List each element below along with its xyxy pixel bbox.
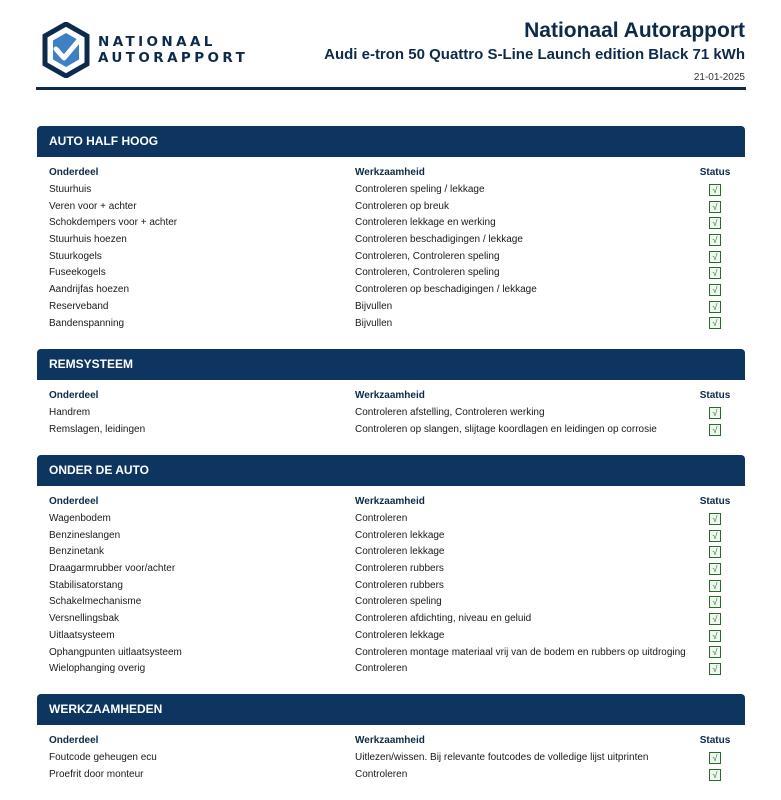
task-description: Controleren op breuk [355,200,449,212]
logo-wordmark [98,34,248,66]
section-rows [37,405,745,438]
table-row [37,249,745,266]
section-title: WERKZAAMHEDEN [37,694,745,725]
checkmark-icon: √ [709,234,721,246]
part-name: Veren voor + achter [49,200,137,212]
part-name: Aandrijfas hoezen [49,284,130,296]
table-row [37,767,745,784]
status-cell [693,215,737,231]
logo [42,22,249,78]
col-header-task: Werkzaamheid [355,167,425,178]
status-cell [693,767,737,783]
part-name: Schokdempers voor + achter [49,217,178,229]
checkmark-icon: √ [709,407,721,419]
task-description: Controleren op slangen, slijtage koordlagen en leidingen op corrosie [355,423,657,435]
table-row [37,628,745,645]
status-cell [693,299,737,315]
section-rows [37,750,745,783]
status-cell [693,661,737,677]
task-description: Controleren, Controleren speling [355,250,500,262]
hexagon-check-icon [42,22,90,78]
section-werkzaamheden [37,694,745,783]
section-title: REMSYSTEEM [37,349,745,380]
column-headers [37,165,745,182]
part-name: Proefrit door monteur [49,768,144,780]
section-onder-de-auto [37,455,745,678]
table-row [37,215,745,232]
status-cell [693,578,737,594]
checkmark-icon: √ [709,563,721,575]
part-name: Stuurkogels [49,250,102,262]
status-cell [693,611,737,627]
col-header-part: Onderdeel [49,735,99,746]
status-cell [693,544,737,560]
status-cell [693,265,737,281]
section-title: ONDER DE AUTO [37,455,745,486]
part-name: Uitlaatsysteem [49,629,115,641]
checkmark-icon: √ [709,530,721,542]
checkmark-icon: √ [709,769,721,781]
col-header-part: Onderdeel [49,167,99,178]
task-description: Controleren lekkage [355,546,445,558]
task-description: Controleren speling / lekkage [355,184,485,195]
checkmark-icon: √ [709,663,721,675]
status-cell [693,282,737,298]
part-name: Remslagen, leidingen [49,423,146,435]
col-header-status: Status [699,496,731,507]
table-row [37,316,745,333]
task-description: Controleren montage materiaal vrij van de bodem en rubbers op uitdroging [355,646,686,658]
status-cell [693,528,737,544]
status-cell [693,645,737,661]
part-name: Benzineslangen [49,529,121,541]
table-row [37,578,745,595]
part-name: Versnellingsbak [49,613,120,625]
checkmark-icon: √ [709,317,721,329]
task-description: Controleren beschadigingen / lekkage [355,234,523,246]
table-row [37,299,745,316]
part-name: Schakelmechanisme [49,596,142,608]
report-date: 21-01-2025 [693,72,745,83]
section-auto-half-hoog [37,126,745,332]
part-name: Fuseekogels [49,267,106,279]
task-description: Controleren afdichting, niveau en geluid [355,613,532,625]
status-cell [693,199,737,215]
col-header-status: Status [699,167,731,178]
task-description: Controleren rubbers [355,579,444,591]
col-header-status: Status [699,735,731,746]
part-name: Draagarmrubber voor/achter [49,563,176,575]
column-headers [37,733,745,750]
checkmark-icon: √ [709,217,721,229]
title-block [324,18,745,85]
section-rows [37,182,745,332]
table-row [37,405,745,422]
task-description: Controleren speling [355,596,442,608]
table-row [37,561,745,578]
table-row [37,661,745,678]
table-row [37,182,745,199]
task-description: Controleren lekkage [355,529,445,541]
task-description: Controleren [355,768,408,780]
col-header-task: Werkzaamheid [355,496,425,507]
table-row [37,645,745,662]
col-header-part: Onderdeel [49,496,99,507]
section-rows [37,511,745,678]
status-cell [693,561,737,577]
part-name: Bandenspanning [49,317,125,329]
checkmark-icon: √ [709,646,721,658]
part-name: Foutcode geheugen ecu [49,752,157,763]
task-description: Controleren lekkage en werking [355,217,496,229]
checkmark-icon: √ [709,613,721,625]
status-cell [693,422,737,438]
checkmark-icon: √ [709,752,721,764]
table-row [37,594,745,611]
status-cell [693,628,737,644]
checkmark-icon: √ [709,267,721,279]
task-description: Uitlezen/wissen. Bij relevante foutcodes de volledige lijst uitprinten [355,752,649,763]
checkmark-icon: √ [709,424,721,436]
col-header-task: Werkzaamheid [355,735,425,746]
task-description: Bijvullen [355,317,393,329]
status-cell [693,316,737,332]
table-row [37,544,745,561]
table-row [37,422,745,439]
part-name: Stuurhuis [49,184,92,195]
part-name: Handrem [49,407,91,418]
part-name: Wielophanging overig [49,663,146,675]
section-title: AUTO HALF HOOG [37,126,745,157]
status-cell [693,249,737,265]
task-description: Bijvullen [355,300,393,312]
checkmark-icon: √ [709,596,721,608]
logo-line-2: AUTORAPPORT [98,50,249,66]
col-header-task: Werkzaamheid [355,390,425,401]
table-row [37,611,745,628]
checkmark-icon: √ [709,546,721,558]
part-name: Ophangpunten uitlaatsysteem [49,646,182,658]
table-row [37,265,745,282]
task-description: Controleren, Controleren speling [355,267,500,279]
part-name: Benzinetank [49,546,105,558]
checkmark-icon: √ [709,251,721,263]
report-title: Nationaal Autorapport [524,19,745,42]
table-row [37,282,745,299]
part-name: Stabilisatorstang [49,579,123,591]
checkmark-icon: √ [709,580,721,592]
section-remsysteem [37,349,745,438]
checkmark-icon: √ [709,301,721,313]
logo-line-1: NATIONAAL [98,34,216,50]
vehicle-name: Audi e-tron 50 Quattro S-Line Launch edition Black 71 kWh [324,46,745,63]
col-header-part: Onderdeel [49,390,99,401]
task-description: Controleren lekkage [355,629,445,641]
header-divider [36,87,746,90]
column-headers [37,388,745,405]
checkmark-icon: √ [709,630,721,642]
status-cell [693,232,737,248]
checkmark-icon: √ [709,513,721,525]
column-headers [37,494,745,511]
checkmark-icon: √ [709,184,721,196]
task-description: Controleren [355,513,408,524]
table-row [37,528,745,545]
table-row [37,199,745,216]
col-header-status: Status [699,390,731,401]
status-cell [693,511,737,527]
status-cell [693,182,737,198]
table-row [37,511,745,528]
status-cell [693,594,737,610]
checkmark-icon: √ [709,284,721,296]
table-row [37,232,745,249]
task-description: Controleren afstelling, Controleren werking [355,407,545,418]
part-name: Reserveband [49,300,109,312]
task-description: Controleren op beschadigingen / lekkage [355,284,537,296]
report-header [0,0,781,90]
task-description: Controleren [355,663,408,675]
part-name: Stuurhuis hoezen [49,234,127,246]
part-name: Wagenbodem [49,513,111,524]
status-cell [693,405,737,421]
task-description: Controleren rubbers [355,563,444,575]
checkmark-icon: √ [709,201,721,213]
status-cell [693,750,737,766]
table-row [37,750,745,767]
